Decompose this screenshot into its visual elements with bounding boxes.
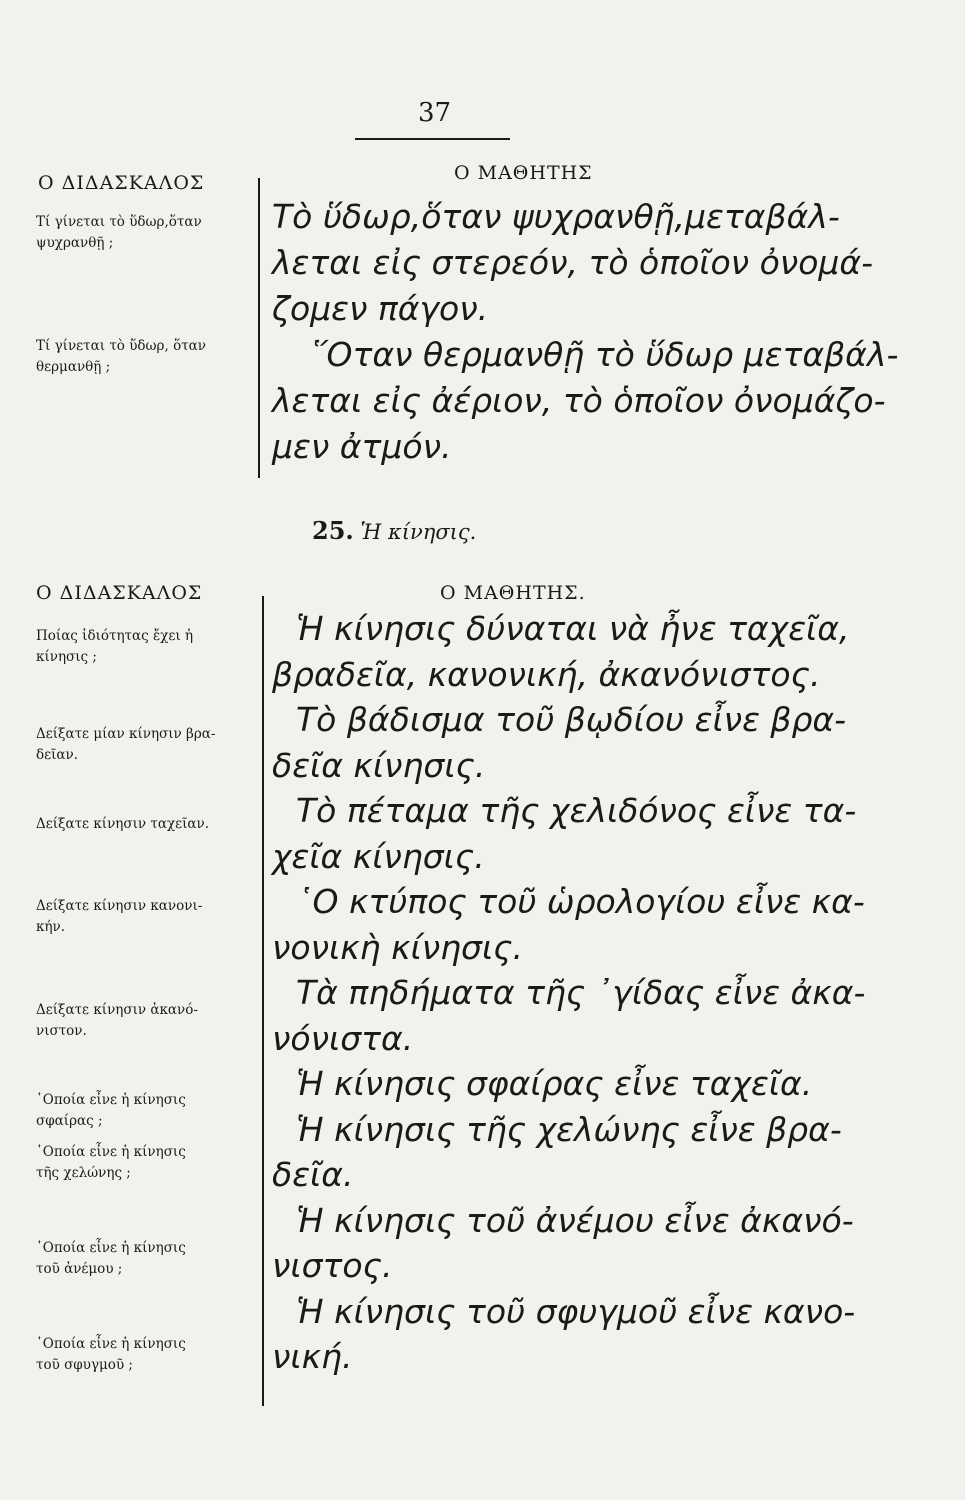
- answer: Ἡ κίνησις δύναται νὰ ἦνε ταχεῖα, βραδεῖα, κανονική, ἀκανόνιστος. Τὸ βάδισμα τοῦ βῳδίου εἶνε βρα- δεῖα κίνησις. Τὸ πέταμα τῆς χελιδόνος εἶνε τα- χεῖα κίνησις. ῾Ο κτύπος τοῦ ὡρολογίου εἶνε κα- νονικὴ κίνησις. Τὰ πηδήματα τῆς ᾿γίδας εἶνε ἀκα- νόνιστα. Ἡ κίνησις σφαίρας εἶνε ταχεῖα. Ἡ κίνησις τῆς χελώνης εἶνε βρα- δεῖα. Ἡ κίνησις τοῦ ἀνέμου εἶνε ἀκανό- νιστος. Ἡ κίνησις τοῦ σφυγμοῦ εἶνε κανο- νική.: [272, 609, 866, 1376]
- column-rule: [258, 178, 260, 478]
- question: Δείξατε μίαν κίνησιν βρα- δεῖαν.: [36, 726, 216, 763]
- student-heading: Ο ΜΑΘΗΤΗΣ.: [440, 582, 586, 604]
- question: Τί γίνεται τὸ ὕδωρ,ὅταν ψυχρανθῇ ;: [36, 214, 202, 251]
- question: ῾Οποία εἶνε ἡ κίνησις σφαίρας ;: [36, 1092, 186, 1129]
- question: Τί γίνεται τὸ ὕδωρ, ὅταν θερμανθῇ ;: [36, 338, 206, 375]
- question: ῾Οποία εἶνε ἡ κίνησις τοῦ ἀνέμου ;: [36, 1240, 186, 1277]
- page-number: 37: [418, 98, 452, 128]
- answer: Τὸ ὕδωρ,ὅταν ψυχρανθῇ,μεταβάλ- λεται εἰς στερεόν, τὸ ὁποῖον ὀνομά- ζομεν πάγον. ῞Οταν θερμανθῇ τὸ ὕδωρ μεταβάλ- λεται εἰς ἀέριον, τὸ ὁποῖον ὀνομάζο- μεν ἀτμόν.: [272, 197, 899, 466]
- page-number-rule: [355, 138, 510, 140]
- section-title: 25. Ἡ κίνησις.: [312, 516, 477, 545]
- student-heading: Ο ΜΑΘΗΤΗΣ: [454, 162, 593, 184]
- question: ῾Οποία εἶνε ἡ κίνησις τοῦ σφυγμοῦ ;: [36, 1336, 186, 1373]
- question: Ποίας ἰδιότητας ἔχει ἡ κίνησις ;: [36, 628, 194, 665]
- teacher-heading: Ο ΔΙΔΑΣΚΑΛΟΣ: [38, 172, 205, 194]
- column-rule: [262, 596, 264, 1406]
- question: ῾Οποία εἶνε ἡ κίνησις τῆς χελώνης ;: [36, 1144, 186, 1181]
- teacher-heading: Ο ΔΙΔΑΣΚΑΛΟΣ: [36, 582, 203, 604]
- question: Δείξατε κίνησιν ἀκανό- νιστον.: [36, 1002, 198, 1039]
- question: Δείξατε κίνησιν κανονι- κήν.: [36, 898, 203, 935]
- question: Δείξατε κίνησιν ταχεῖαν.: [36, 816, 210, 832]
